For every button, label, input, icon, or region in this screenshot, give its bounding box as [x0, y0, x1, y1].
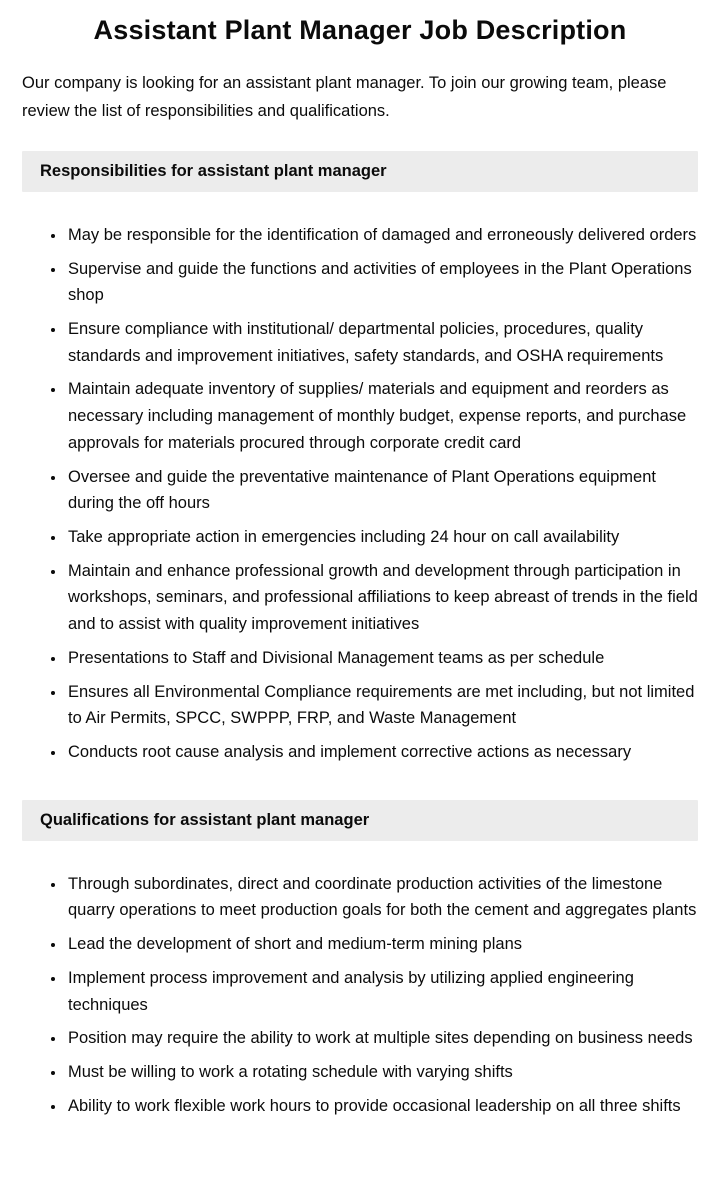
list-item: • Position may require the ability to work at multiple sites depending on business needs [66, 1025, 698, 1052]
qualifications-list [22, 871, 698, 1120]
list-item: • Supervise and guide the functions and activities of employees in the Plant Operations shop [66, 256, 698, 309]
responsibilities-section-heading-text: Responsibilities for assistant plant manager [40, 161, 387, 180]
intro-paragraph: Our company is looking for an assistant plant manager. To join our growing team, please review the list of responsibilities and qualifications. [22, 74, 667, 120]
list-item: • Must be willing to work a rotating schedule with varying shifts [66, 1059, 698, 1086]
list-item: • Through subordinates, direct and coordinate production activities of the limestone quarry operations to meet production goals for both the cement and aggregates plants [66, 871, 698, 924]
list-item: • Ensures all Environmental Compliance requirements are met including, but not limited to Air Permits, SPCC, SWPPP, FRP, and Waste Management [66, 679, 698, 732]
list-item: • Ensure compliance with institutional/ departmental policies, procedures, quality standards and improvement initiatives, safety standards, and OSHA requirements [66, 316, 698, 369]
list-item: • Take appropriate action in emergencies including 24 hour on call availability [66, 524, 698, 551]
list-item: • Lead the development of short and medium-term mining plans [66, 931, 698, 958]
responsibilities-section-header [22, 151, 698, 192]
page-title: Assistant Plant Manager Job Description [93, 15, 627, 45]
responsibilities-list [22, 222, 698, 766]
list-item: • Maintain adequate inventory of supplies/ materials and equipment and reorders as necessary including management of monthly budget, expense reports, and purchase approvals for materials procured through corporate credit card [66, 376, 698, 456]
list-item: • Implement process improvement and analysis by utilizing applied engineering techniques [66, 965, 698, 1018]
list-item: • Presentations to Staff and Divisional Management teams as per schedule [66, 645, 698, 672]
list-item: • Maintain and enhance professional growth and development through participation in workshops, seminars, and professional affiliations to keep abreast of trends in the field and to assist with quality improvement initiatives [66, 558, 698, 638]
list-item: • Ability to work flexible work hours to provide occasional leadership on all three shifts [66, 1093, 698, 1120]
qualifications-section-header [22, 800, 698, 841]
list-item: • Oversee and guide the preventative maintenance of Plant Operations equipment during the off hours [66, 464, 698, 517]
list-item: • Conducts root cause analysis and implement corrective actions as necessary [66, 739, 698, 766]
list-item: • May be responsible for the identification of damaged and erroneously delivered orders [66, 222, 698, 249]
qualifications-section-heading-text: Qualifications for assistant plant manager [40, 810, 370, 829]
